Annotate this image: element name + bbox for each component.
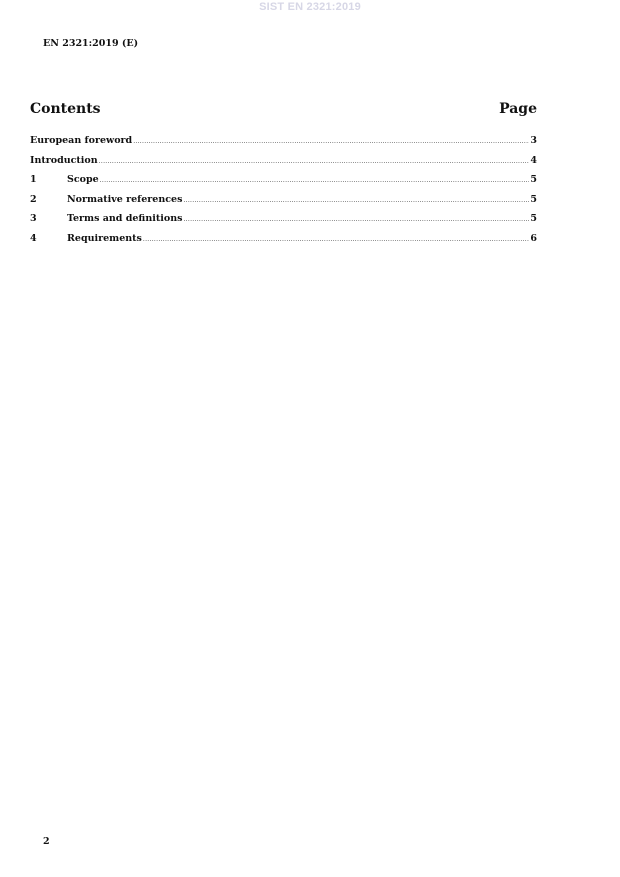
toc-entry-scope[interactable] bbox=[30, 174, 537, 194]
toc-entry-number: 4 bbox=[30, 232, 37, 244]
toc-dot-leader bbox=[99, 158, 530, 165]
toc-dot-leader bbox=[133, 138, 529, 145]
table-of-contents bbox=[30, 135, 537, 253]
toc-entry-title: Terms and definitions bbox=[67, 213, 183, 225]
toc-entry-page: 5 bbox=[530, 174, 537, 186]
toc-entry-requirements[interactable] bbox=[30, 233, 537, 253]
toc-entry-european-foreword[interactable] bbox=[30, 135, 537, 155]
toc-entry-number: 1 bbox=[30, 174, 37, 186]
page-column-label: Page bbox=[499, 101, 537, 117]
toc-dot-leader bbox=[183, 197, 529, 204]
document-identifier: EN 2321:2019 (E) bbox=[43, 38, 139, 49]
toc-entry-title: Normative references bbox=[67, 193, 183, 205]
toc-dot-leader bbox=[100, 177, 530, 184]
toc-entry-normative-references[interactable] bbox=[30, 194, 537, 214]
toc-entry-title: European foreword bbox=[30, 135, 133, 146]
toc-entry-title: Introduction bbox=[30, 154, 98, 166]
toc-entry-page: 3 bbox=[530, 135, 537, 146]
toc-entry-page: 4 bbox=[530, 154, 537, 166]
toc-dot-leader bbox=[183, 216, 529, 223]
contents-header bbox=[30, 101, 537, 117]
toc-entry-terms-and-definitions[interactable] bbox=[30, 213, 537, 233]
toc-entry-title: Scope bbox=[67, 174, 99, 186]
toc-dot-leader bbox=[143, 236, 529, 243]
toc-entry-page: 5 bbox=[530, 213, 537, 225]
contents-title: Contents bbox=[30, 101, 101, 117]
footer-page-number: 2 bbox=[43, 836, 50, 847]
toc-entry-introduction[interactable] bbox=[30, 155, 537, 175]
toc-entry-number: 3 bbox=[30, 213, 37, 225]
toc-entry-title: Requirements bbox=[67, 232, 142, 244]
toc-entry-number: 2 bbox=[30, 193, 37, 205]
toc-entry-page: 6 bbox=[530, 232, 537, 244]
watermark: SIST EN 2321:2019 bbox=[259, 1, 361, 13]
toc-entry-page: 5 bbox=[530, 193, 537, 205]
